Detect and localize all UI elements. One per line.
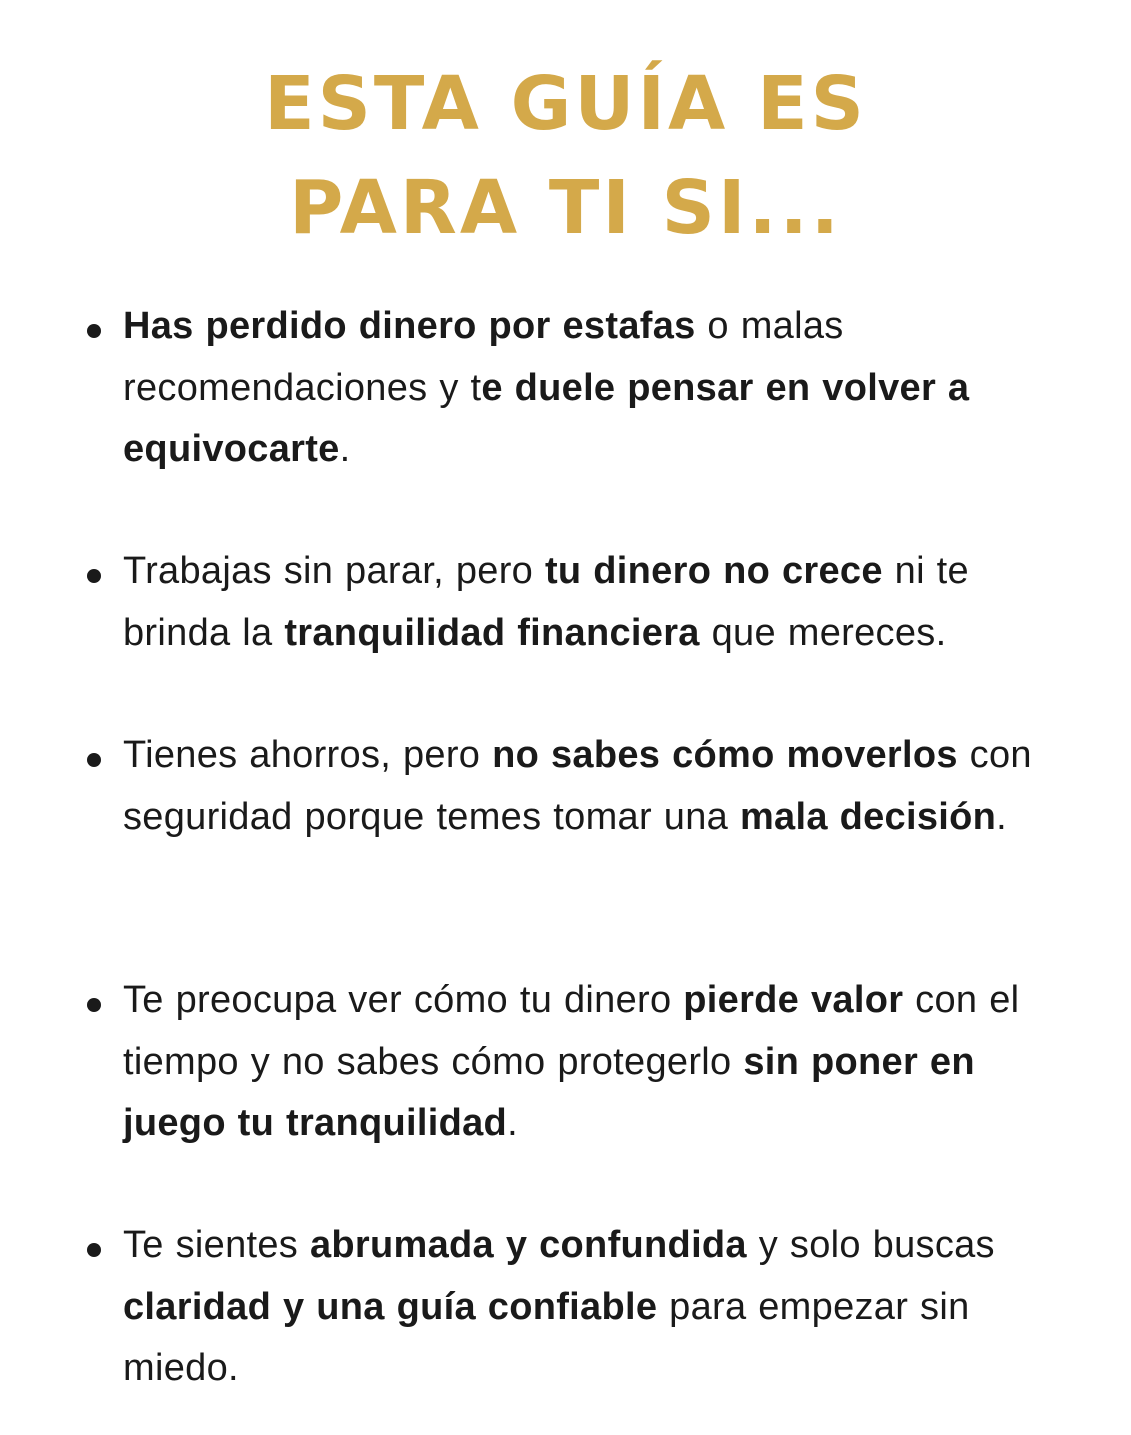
body-text: con el tiempo y no sabes cómo protegerlo bbox=[123, 979, 1020, 1083]
bullet-icon bbox=[87, 998, 101, 1012]
body-text: para empezar sin miedo. bbox=[123, 1285, 970, 1389]
list-item-text bbox=[123, 296, 1083, 481]
bullet-icon bbox=[87, 569, 101, 583]
list-item-text bbox=[123, 541, 1083, 664]
body-text: ni te brinda la bbox=[123, 550, 969, 654]
body-text: Tienes ahorros, pero bbox=[123, 734, 493, 776]
body-text: y solo buscas bbox=[746, 1224, 995, 1266]
body-text: Trabajas sin parar, pero bbox=[123, 550, 545, 592]
body-text: Te preocupa ver cómo tu dinero bbox=[123, 979, 684, 1021]
emphasis-text: pierde valor bbox=[683, 979, 904, 1021]
body-text: con seguridad porque temes tomar una bbox=[123, 734, 1032, 838]
bullet-icon bbox=[87, 1243, 101, 1257]
emphasis-text: sin poner en juego tu tranquilidad bbox=[123, 1040, 975, 1144]
title-line-2: PARA TI SI... bbox=[289, 165, 842, 251]
body-text: que mereces. bbox=[699, 611, 947, 654]
emphasis-text: claridad y una guía confiable bbox=[123, 1285, 658, 1328]
page-title bbox=[0, 52, 1131, 260]
body-text: . bbox=[339, 428, 351, 470]
body-text: Te sientes bbox=[123, 1224, 310, 1266]
emphasis-text: tu dinero no crece bbox=[544, 550, 883, 592]
bullet-icon bbox=[87, 753, 101, 767]
body-text: . bbox=[507, 1102, 518, 1144]
bullet-icon bbox=[87, 324, 101, 338]
body-text: o malas recomendaciones y t bbox=[123, 305, 844, 409]
emphasis-text: Has perdido dinero por estafas bbox=[123, 305, 696, 347]
title-line-1: ESTA GUÍA ES bbox=[264, 61, 867, 147]
list-item-text bbox=[123, 970, 1083, 1155]
body-text: . bbox=[996, 795, 1008, 838]
emphasis-text: abrumada y confundida bbox=[309, 1224, 747, 1266]
list-item-text bbox=[123, 725, 1083, 848]
emphasis-text: no sabes cómo moverlos bbox=[492, 734, 958, 776]
list-item-text bbox=[123, 1215, 1083, 1400]
emphasis-text: tranquilidad financiera bbox=[284, 611, 700, 654]
emphasis-text: e duele pensar en volver a equivocarte bbox=[123, 366, 970, 470]
emphasis-text: mala decisión bbox=[739, 795, 997, 838]
